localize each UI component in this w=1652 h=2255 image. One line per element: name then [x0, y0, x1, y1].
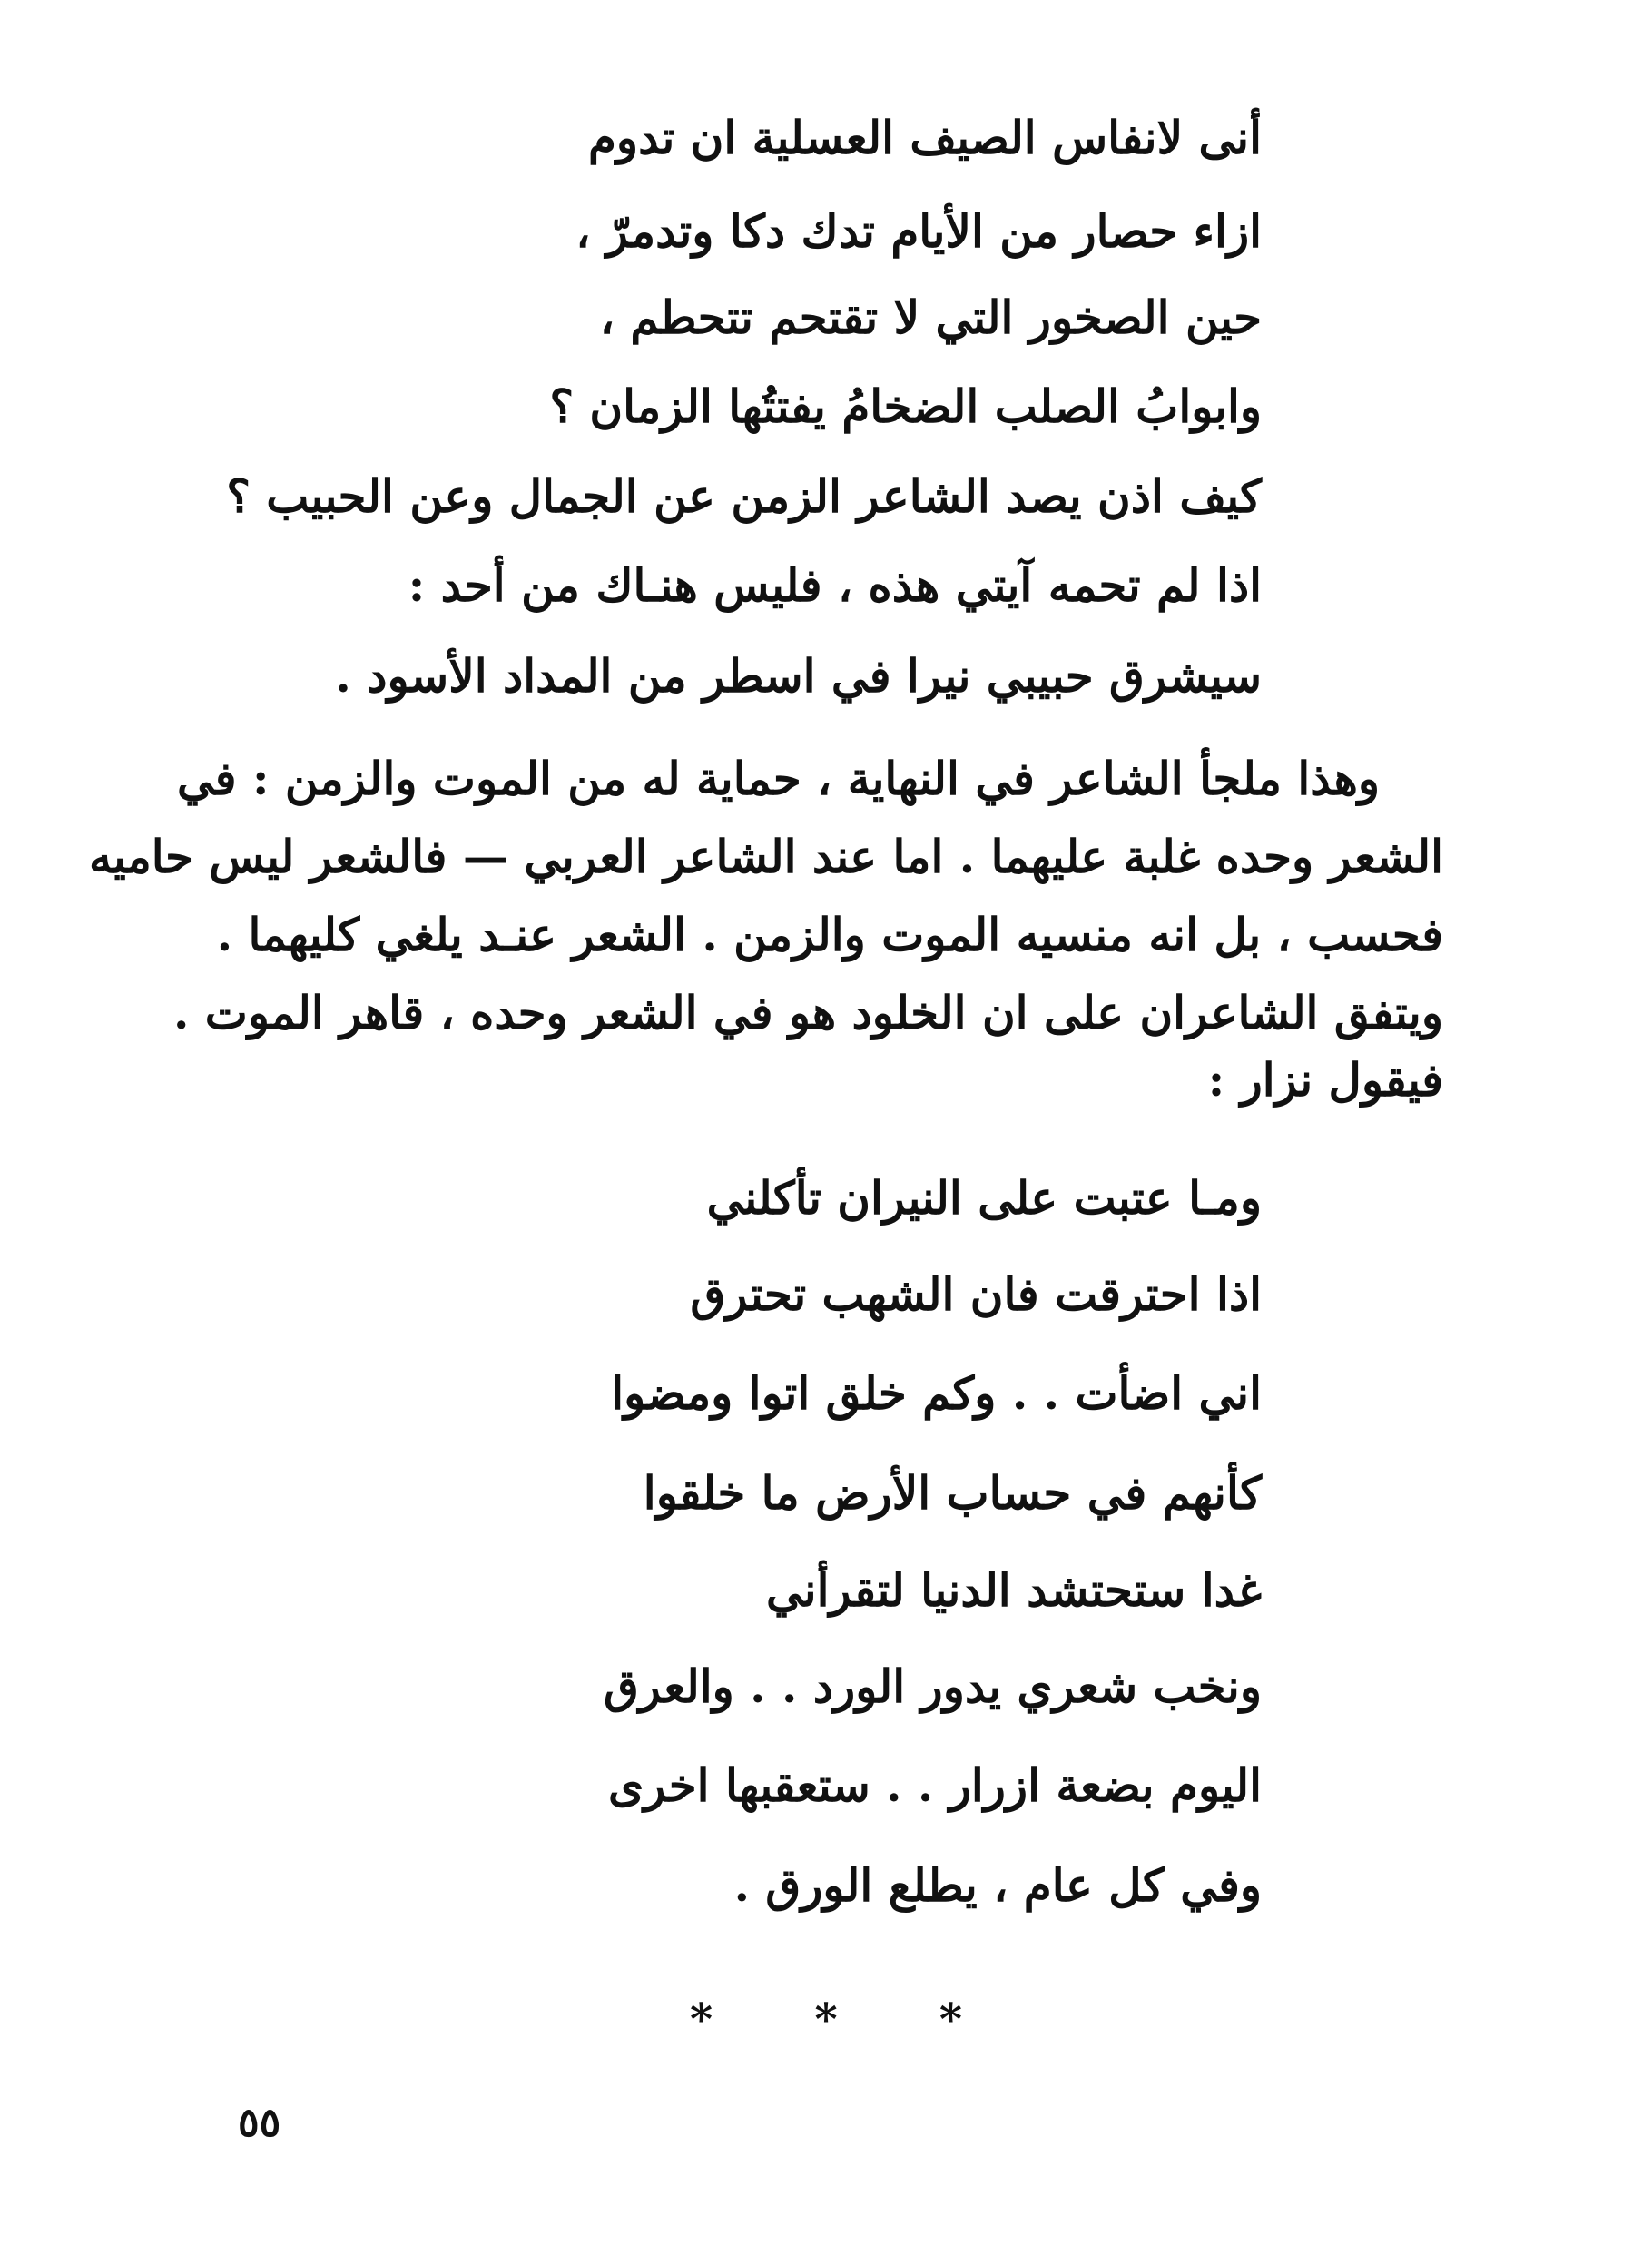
asterisk-ornament: * [690, 1994, 713, 2045]
verse-line: ازاء حصار من الأيام تدك دكا وتدمرّ ، [575, 204, 1262, 258]
verse-line: ومـا عتبت على النيران تأكلني [706, 1171, 1262, 1225]
verse-line: اذا لم تحمه آيتي هذه ، فليس هنـاك من أحد : [408, 558, 1262, 612]
verse-line: غدا ستحتشد الدنيا لتقرأني [766, 1563, 1262, 1617]
asterisk-ornament: * [939, 1994, 962, 2045]
verse-line: اليوم بضعة ازرار . . ستعقبها اخرى [608, 1758, 1262, 1812]
verse-line: أنى لانفاس الصيف العسلية ان تدوم [587, 111, 1262, 164]
verse-line: كأنهم في حساب الأرض ما خلقوا [643, 1466, 1262, 1520]
paragraph-line: ويتفق الشاعران على ان الخلود هو في الشعر وحده ، قاهر الموت . [172, 986, 1443, 1039]
paragraph-line: فيقول نزار : [1207, 1053, 1443, 1107]
verse-line: وابوابُ الصلب الضخامُ يفتتُها الزمان ؟ [549, 379, 1262, 433]
verse-line: حين الصخور التي لا تقتحم تتحطم ، [599, 290, 1262, 344]
paragraph-line: وهذا ملجأ الشاعر في النهاية ، حماية له من الموت والزمن : في [176, 752, 1380, 805]
verse-line: اذا احترقت فان الشهب تحترق [690, 1267, 1262, 1321]
verse-line: كيف اذن يصد الشاعر الزمن عن الجمال وعن الحبيب ؟ [226, 469, 1262, 523]
paragraph-line: فحسب ، بل انه منسيه الموت والزمن . الشعر عنـد يلغي كليهما . [216, 908, 1443, 961]
verse-line: اني اضأت . . وكم خلق اتوا ومضوا [611, 1366, 1262, 1420]
verse-line: ونخب شعري يدور الورد . . والعرق [603, 1659, 1262, 1713]
page-number: ٥٥ [238, 2100, 281, 2146]
verse-line: وفي كل عام ، يطلع الورق . [733, 1858, 1262, 1912]
verse-line: سيشرق حبيبي نيرا في اسطر من المداد الأسود . [335, 649, 1262, 703]
section-break-ornaments [690, 1993, 962, 2047]
paragraph-line: الشعر وحده غلبة عليهما . اما عند الشاعر العربي — فالشعر ليس حاميه [89, 830, 1443, 883]
asterisk-ornament: * [814, 1994, 838, 2045]
